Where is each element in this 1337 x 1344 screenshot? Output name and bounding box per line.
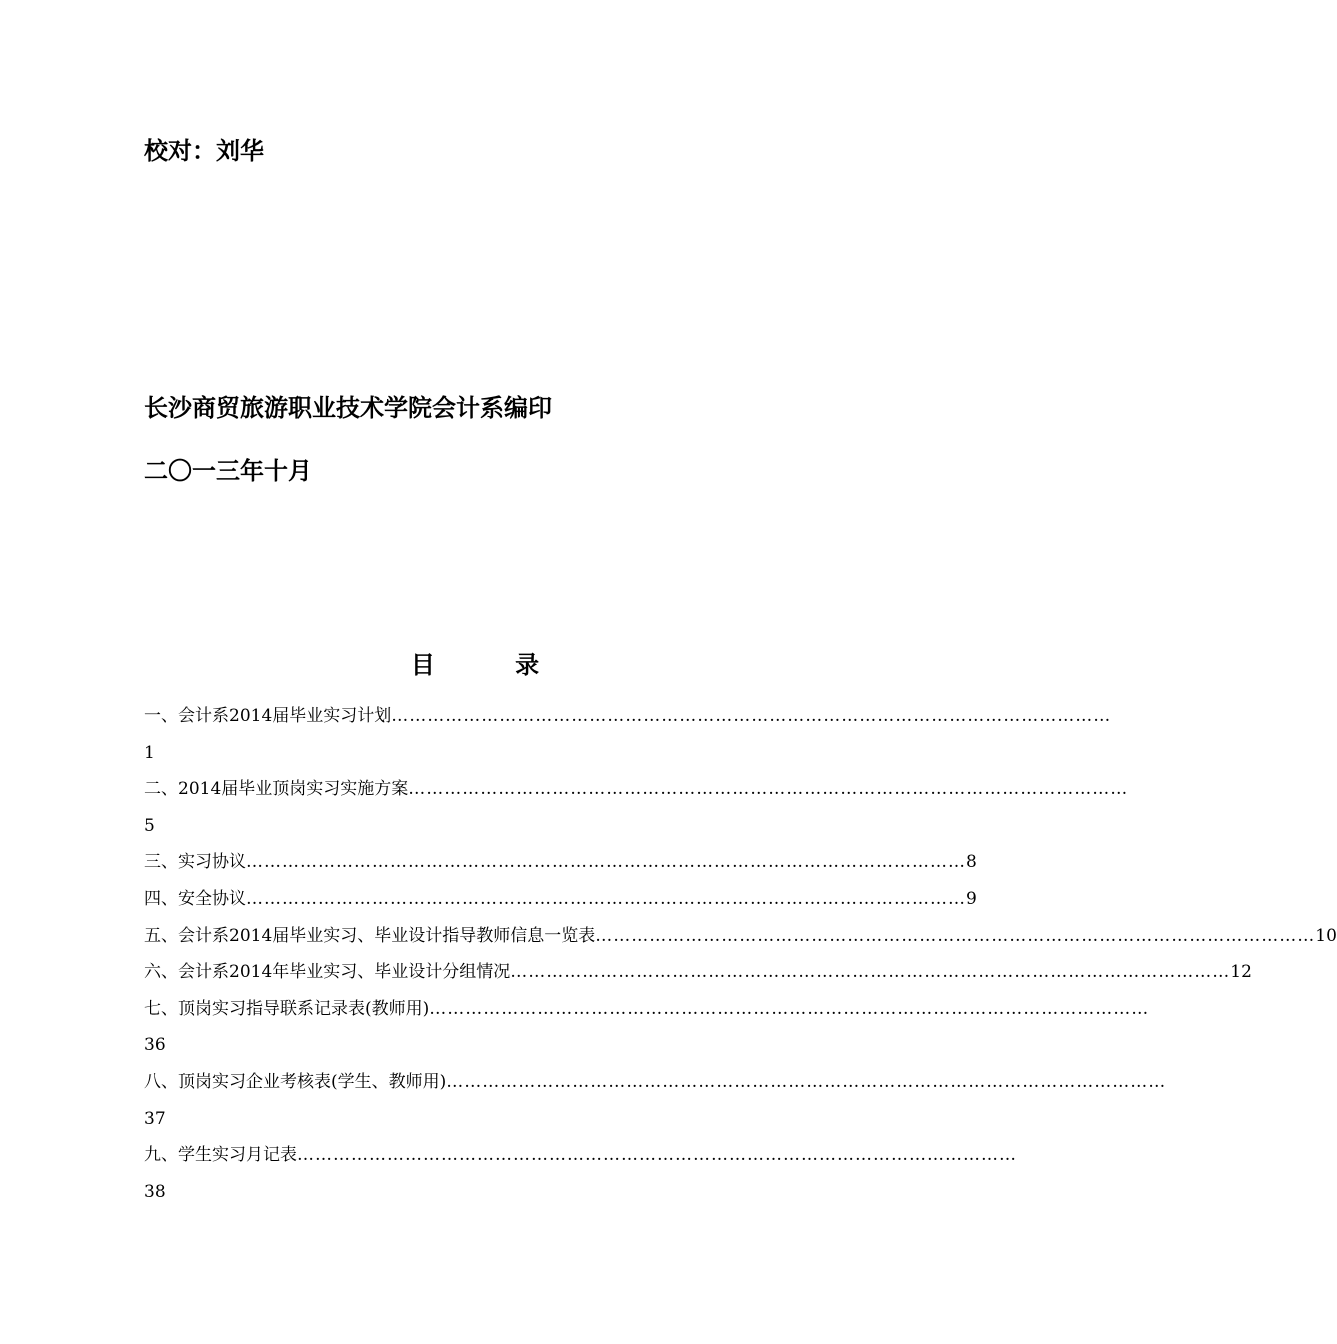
toc-entry-label: 四、安全协议 (144, 888, 246, 909)
toc-entry-row (144, 881, 977, 918)
toc-entry-row (144, 954, 1252, 991)
toc-entry-row (144, 991, 1150, 1028)
toc-leader-dots: ………………………………………………………………………………………………………… (595, 925, 1316, 946)
toc-entry-label: 九、学生实习月记表 (144, 1145, 297, 1166)
toc-entry[interactable] (144, 771, 1129, 844)
toc-entry-page-number: 9 (966, 888, 977, 909)
toc-leader-dots: ………………………………………………………………………………………………………… (429, 998, 1150, 1019)
toc-entry-row (144, 1064, 1167, 1101)
toc-entry-label: 三、实习协议 (144, 852, 246, 873)
toc-entry-label: 六、会计系2014年毕业实习、毕业设计分组情况 (144, 962, 511, 983)
date-line: 二〇一三年十月 (144, 457, 312, 485)
toc-entry-page-number: 8 (966, 852, 977, 873)
proofreader-line: 校对：刘华 (144, 137, 264, 165)
toc-entry-page-number: 36 (144, 1035, 166, 1056)
toc-entry-row (144, 771, 1129, 808)
toc-entry-page-number: 10 (1315, 925, 1337, 946)
toc-entry[interactable] (144, 1064, 1167, 1137)
toc-leader-dots: ………………………………………………………………………………………………………… (446, 1071, 1167, 1092)
toc-entry-page-number: 5 (144, 815, 155, 836)
toc-leader-dots: ………………………………………………………………………………………………………… (246, 888, 966, 909)
toc-entry-page-number: 12 (1230, 962, 1252, 983)
toc-leader-dots: ………………………………………………………………………………………………………… (297, 1145, 1017, 1166)
toc-leader-dots: ………………………………………………………………………………………………………… (246, 852, 966, 873)
toc-entry-label: 二、2014届毕业顶岗实习实施方案 (144, 779, 409, 800)
toc-entry-page-number: 37 (144, 1108, 166, 1129)
toc-entry[interactable] (144, 1137, 1017, 1210)
toc-entry[interactable] (144, 991, 1150, 1064)
toc-entry-row (144, 918, 1337, 955)
toc-leader-dots: ………………………………………………………………………………………………………… (510, 962, 1231, 983)
toc-entry[interactable] (144, 954, 1252, 991)
toc-leader-dots: ………………………………………………………………………………………………………… (408, 779, 1129, 800)
toc-entry-row (144, 1137, 1017, 1174)
toc-title: 目 录 (410, 651, 576, 679)
toc-leader-dots: ………………………………………………………………………………………………………… (391, 706, 1112, 726)
toc-entry-row (144, 844, 977, 881)
toc-entry-row (144, 698, 1112, 735)
toc-entry-page-number: 1 (144, 742, 155, 763)
toc-entry[interactable] (144, 918, 1337, 955)
toc-entry-label: 八、顶岗实习企业考核表(学生、教师用) (144, 1071, 447, 1092)
toc-entry[interactable] (144, 844, 977, 881)
publisher-line: 长沙商贸旅游职业技术学院会计系编印 (144, 394, 552, 422)
toc-entry-page-number: 38 (144, 1181, 166, 1202)
toc-entry[interactable] (144, 881, 977, 918)
toc-entry-label: 七、顶岗实习指导联系记录表(教师用) (144, 998, 430, 1019)
toc-entry-label: 一、会计系2014届毕业实习计划 (144, 706, 392, 726)
table-of-contents (144, 698, 1337, 1210)
toc-entry-label: 五、会计系2014届毕业实习、毕业设计指导教师信息一览表 (144, 925, 596, 946)
toc-entry[interactable] (144, 698, 1112, 771)
